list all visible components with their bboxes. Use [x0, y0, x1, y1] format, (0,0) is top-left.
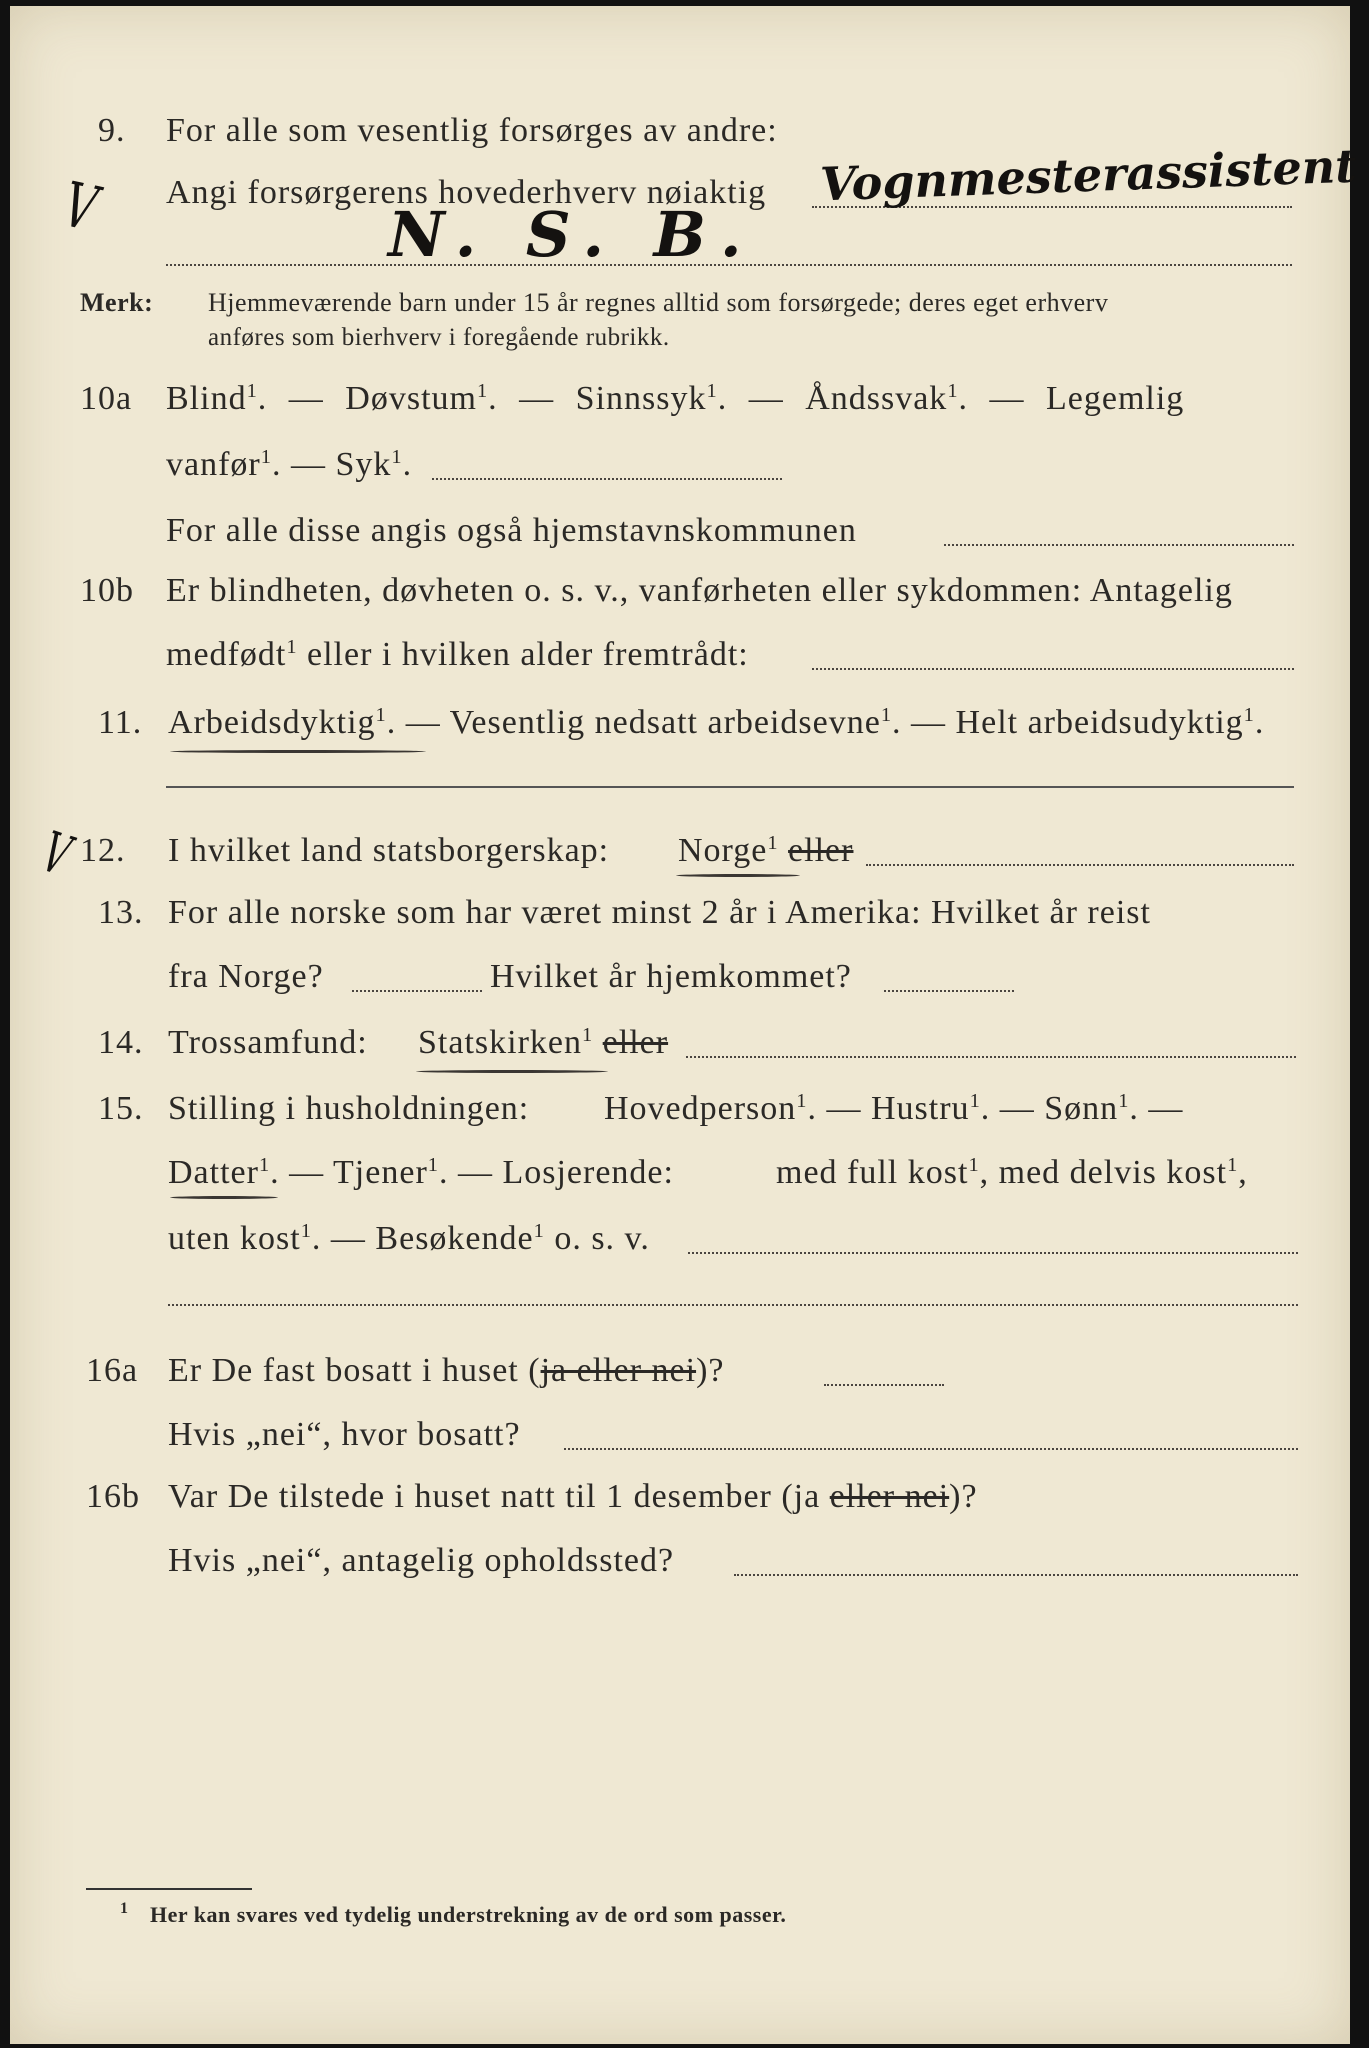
merk-label: Merk:	[80, 288, 154, 317]
q10a-number: 10a	[80, 380, 133, 417]
opt-blind: Blind	[166, 380, 247, 417]
q10b-number: 10b	[80, 572, 134, 609]
q13-text2a: fra Norge?	[168, 958, 324, 995]
check-mark: V	[57, 167, 104, 246]
q9-text: For alle som vesentlig forsørges av andre:	[166, 112, 778, 149]
opt-losjerende: . — Losjerende:	[438, 1154, 674, 1191]
q15-line1: 15. Stilling i husholdningen: Hovedperson$^1$. — Hustru$^1$. — Sønn$^1$. —	[98, 1089, 1184, 1127]
q11-number: 11.	[98, 704, 143, 741]
underline-norge	[676, 874, 800, 877]
q9-text2: Angi forsørgerens hovederhverv nøiaktig	[166, 174, 767, 211]
q15-line2: Datter$^1$. — Tjener$^1$. — Losjerende: med full kost$^1$, med delvis kost$^1$,	[168, 1153, 1248, 1191]
q9-number: 9.	[98, 112, 126, 149]
opt-uten-kost: uten kost	[168, 1220, 301, 1257]
q16b-number: 16b	[86, 1478, 140, 1515]
merk-text2: anføres som bierhverv i foregående rubrikk.	[208, 324, 670, 351]
q15-line3: uten kost$^1$. — Besøkende$^1$ o. s. v.	[0, 1206, 1369, 1266]
opt-tjener: . — Tjener	[270, 1154, 428, 1191]
merk-line2	[0, 300, 1369, 360]
underline-datter	[170, 1196, 278, 1199]
opt-delvis-kost: , med delvis kost	[979, 1154, 1228, 1191]
opt-dovstum: . — Døvstum	[257, 380, 477, 417]
footnote-text: Her kan svares ved tydelig understrekning av de ord som passer.	[150, 1902, 787, 1927]
opt-besokende: . — Besøkende	[311, 1220, 534, 1257]
q16b-strike: eller nei	[829, 1478, 950, 1515]
footnote-mark: 1	[120, 1900, 129, 1917]
opt-nedsatt: . — Vesentlig nedsatt arbeidsevne	[386, 704, 881, 741]
q14-answer: Statskirken	[418, 1024, 582, 1061]
q16a-line2	[0, 1402, 1369, 1462]
q16b-text2: Hvis „nei“, antagelig opholdssted?	[168, 1542, 675, 1579]
q14-text: Trossamfund:	[168, 1024, 368, 1061]
q10a-text3: For alle disse angis også hjemstavnskommunen	[166, 512, 857, 549]
q10a-options: Blind$^1$. — Døvstum$^1$. — Sinnssyk$^1$. — Åndssvak$^1$. — Legemlig	[166, 379, 1185, 417]
q9-handwritten-answer: Vognmesterassistent	[819, 138, 1358, 212]
opt-andssvak: . — Åndssvak	[717, 380, 948, 417]
q13-number: 13.	[98, 894, 144, 931]
opt-hustru: . — Hustru	[807, 1090, 970, 1127]
q15-text1a: Stilling i husholdningen:	[168, 1090, 530, 1127]
opt-datter: Datter	[168, 1154, 259, 1191]
q13-line2	[0, 944, 1369, 1004]
q14-number: 14.	[98, 1024, 144, 1061]
q15-number: 15.	[98, 1090, 144, 1127]
opt-legemlig: . — Legemlig	[958, 380, 1185, 417]
underline-arbeidsdyktig	[170, 750, 426, 753]
q10a-line3	[0, 498, 1369, 558]
q9-handwritten-answer-2: N. S. B.	[388, 198, 756, 271]
q16a-text2: Hvis „nei“, hvor bosatt?	[168, 1416, 521, 1453]
q13-text1: For alle norske som har været minst 2 år i Amerika: Hvilket år reist	[168, 894, 1151, 931]
q13-text2b: Hvilket år hjemkommet?	[490, 958, 852, 995]
q12-answer: Norge	[678, 832, 768, 869]
underline-statskirken	[416, 1070, 608, 1073]
q10b-text1: Er blindheten, døvheten o. s. v., vanførheten eller sykdommen: Antagelig	[166, 572, 1233, 609]
q10a-line2: vanfør$^1$. — Syk$^1$.	[0, 432, 1369, 492]
q16a-line1: 16a Er De fast bosatt i huset (ja eller nei)?	[0, 1338, 1369, 1398]
q16a-number: 16a	[86, 1352, 139, 1389]
q16a-strike: ja eller nei	[540, 1352, 697, 1389]
opt-sonn: . — Sønn	[980, 1090, 1119, 1127]
footnote-rule	[86, 1888, 252, 1890]
q13-line1	[0, 880, 1369, 940]
opt-sinnssyk: . — Sinnssyk	[488, 380, 707, 417]
merk-text1: Hjemmeværende barn under 15 år regnes alltid som forsørgede; deres eget erhverv	[208, 288, 1109, 317]
opt-udyktig: . — Helt arbeidsudyktig	[892, 704, 1244, 741]
q11-line: 11. Arbeidsdyktig$^1$. — Vesentlig nedsatt arbeidsevne$^1$. — Helt arbeidsudyktig$^1$.	[98, 703, 1265, 741]
q14-line: 14. Trossamfund: Statskirken$^1$ eller	[0, 1010, 1369, 1070]
opt-arbeidsdyktig: Arbeidsdyktig	[168, 704, 376, 741]
opt-syk: . — Syk	[271, 446, 392, 483]
check-mark-2: V	[34, 819, 78, 890]
q12-number: 12.	[80, 832, 126, 869]
q16a-text: Er De fast bosatt i huset (	[168, 1352, 541, 1389]
q16b-text: Var De tilstede i huset natt til 1 desember (ja	[168, 1478, 830, 1515]
q16b-line2	[0, 1528, 1369, 1588]
q12-strike: eller	[788, 832, 854, 869]
q14-strike: eller	[602, 1024, 669, 1061]
q10b-line2: medfødt$^1$ eller i hvilken alder fremtrådt:	[0, 622, 1369, 682]
q12-line: 12. I hvilket land statsborgerskap: Norge$^1$ eller	[0, 818, 1369, 878]
q16b-line1: 16b Var De tilstede i huset natt til 1 desember (ja eller nei)?	[86, 1478, 978, 1515]
opt-full-kost: med full kost	[776, 1154, 969, 1191]
opt-medfodt: medfødt	[166, 636, 287, 673]
q10b-line1	[0, 558, 1369, 618]
q10a-line1	[0, 366, 1369, 426]
opt-hovedperson: Hovedperson	[604, 1090, 797, 1127]
q12-text: I hvilket land statsborgerskap:	[168, 832, 610, 869]
opt-vanfor: vanfør	[166, 446, 261, 483]
